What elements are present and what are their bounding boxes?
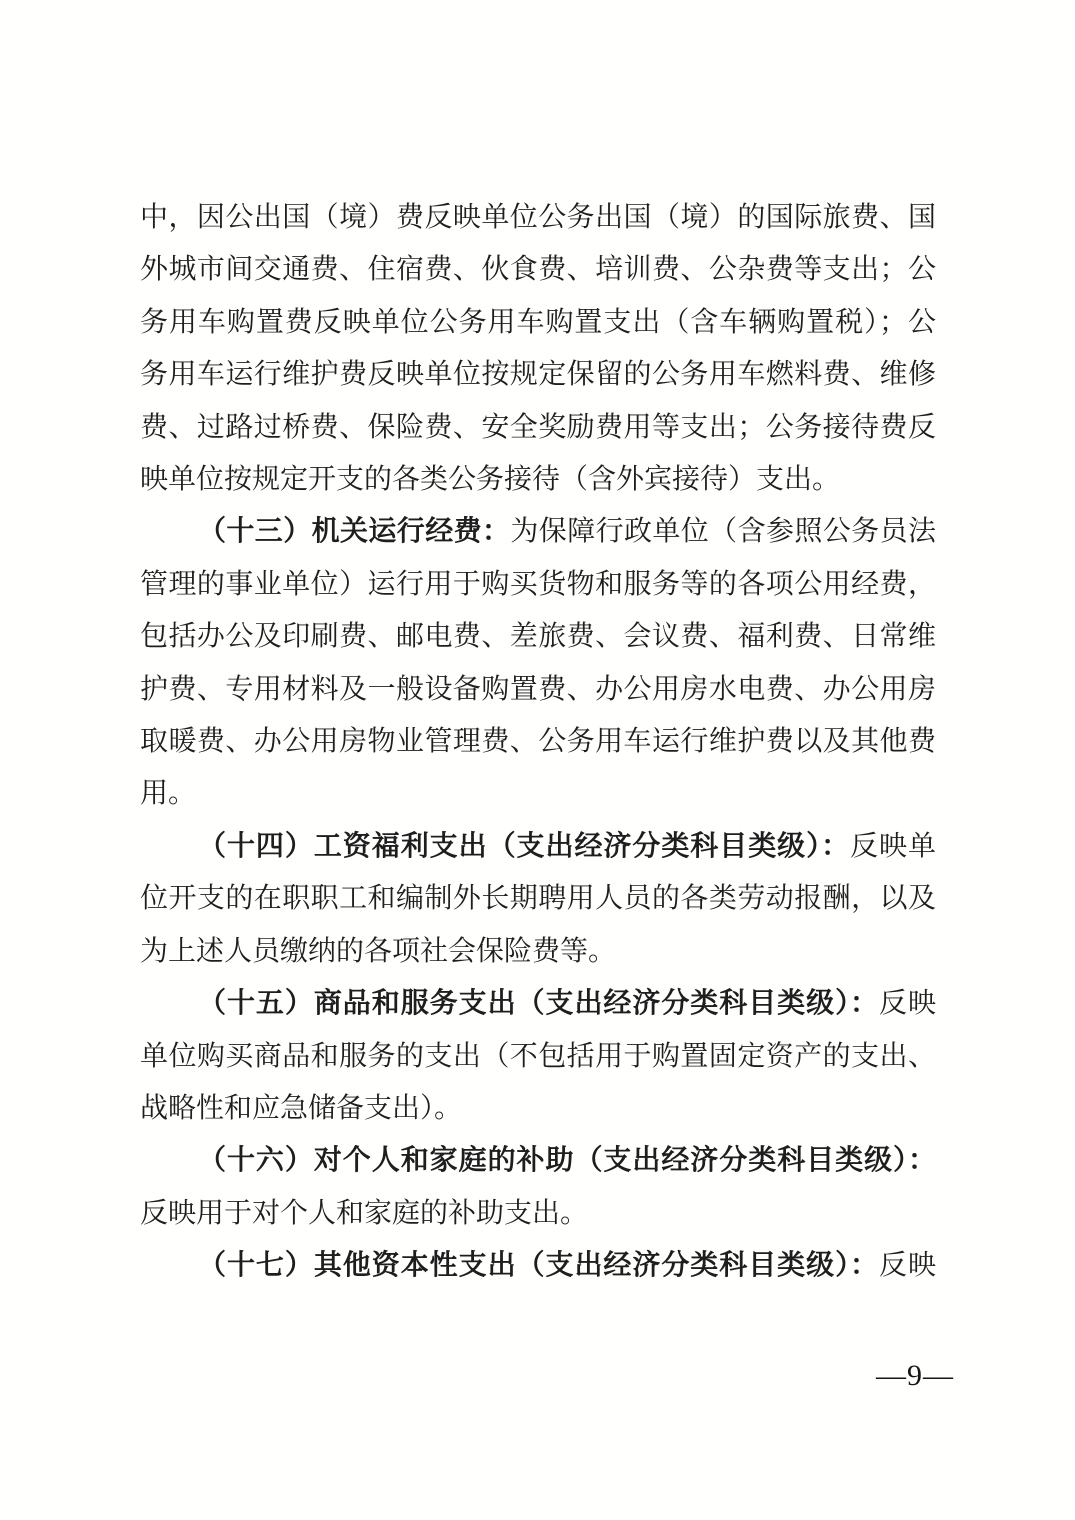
page-number: —9— — [876, 1359, 954, 1392]
line-text: 反映用于对个人和家庭的补助支出。 — [140, 1197, 589, 1229]
text-line — [140, 1135, 936, 1187]
heading-term: （十六）对个人和家庭的补助（支出经济分类科目类级）： — [198, 1145, 936, 1177]
text-line — [140, 1031, 936, 1083]
heading-term: （十三）机关运行经费： — [198, 516, 511, 548]
text-line — [140, 768, 936, 820]
text-line — [140, 192, 936, 244]
text-line — [140, 244, 936, 296]
text-line — [140, 1188, 936, 1240]
text-line — [140, 926, 936, 978]
text-line — [140, 611, 936, 663]
line-text: 为上述人员缴纳的各项社会保险费等。 — [140, 935, 617, 967]
heading-term: （十七）其他资本性支出（支出经济分类科目类级）： — [198, 1250, 880, 1282]
text-line — [140, 716, 936, 768]
line-text: 外城市间交通费、住宿费、伙食费、培训费、公杂费等支出；公 — [140, 254, 936, 286]
line-text: 包括办公及印刷费、邮电费、差旅费、会议费、福利费、日常维 — [140, 621, 936, 653]
text-line — [140, 1083, 936, 1135]
line-text: 映单位按规定开支的各类公务接待（含外宾接待）支出。 — [140, 464, 841, 496]
line-text: 护费、专用材料及一般设备购置费、办公用房水电费、办公用房 — [140, 673, 936, 705]
line-text: 中，因公出国（境）费反映单位公务出国（境）的国际旅费、国 — [140, 202, 936, 233]
text-line — [140, 664, 936, 716]
text-line — [140, 1240, 936, 1292]
text-line — [140, 402, 936, 454]
line-text: 取暖费、办公用房物业管理费、公务用车运行维护费以及其他费 — [140, 726, 936, 758]
text-line — [140, 297, 936, 349]
line-text: 务用车运行维护费反映单位按规定保留的公务用车燃料费、维修 — [140, 359, 936, 391]
line-text: 反映 — [879, 988, 936, 1020]
line-text: 反映 — [879, 1250, 936, 1282]
line-text: 管理的事业单位）运行用于购买货物和服务等的各项公用经费， — [140, 568, 936, 600]
line-text: 费、过路过桥费、保险费、安全奖励费用等支出；公务接待费反 — [140, 411, 936, 443]
heading-term: （十四）工资福利支出（支出经济分类科目类级）： — [198, 830, 851, 862]
text-line — [140, 506, 936, 558]
text-line — [140, 454, 936, 506]
text-line — [140, 978, 936, 1030]
document-body — [140, 192, 936, 1293]
text-line — [140, 349, 936, 401]
line-text: 单位购买商品和服务的支出（不包括用于购置固定资产的支出、 — [140, 1040, 936, 1072]
line-text: 为保障行政单位（含参照公务员法 — [510, 516, 936, 548]
line-text: 反映单 — [850, 830, 936, 862]
line-text: 用。 — [140, 778, 197, 810]
line-text: 务用车购置费反映单位公务用车购置支出（含车辆购置税）；公 — [140, 306, 936, 338]
heading-term: （十五）商品和服务支出（支出经济分类科目类级）： — [198, 988, 880, 1020]
text-line — [140, 821, 936, 873]
line-text: 位开支的在职职工和编制外长期聘用人员的各类劳动报酬，以及 — [140, 883, 936, 915]
text-line — [140, 873, 936, 925]
line-text: 战略性和应急储备支出）。 — [140, 1092, 463, 1124]
text-line — [140, 559, 936, 611]
